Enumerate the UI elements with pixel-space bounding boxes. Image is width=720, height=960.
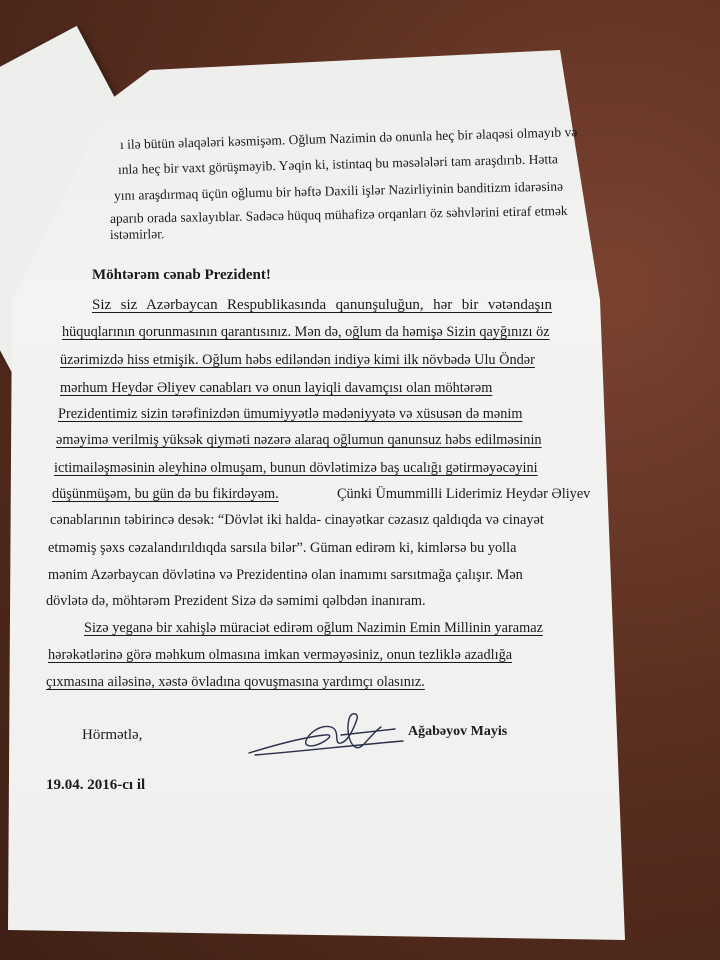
paragraph-line: üzərimizdə hiss etmişik. Oğlum həbs ediləndən indiyə kimi ilk növbədə Ulu Öndər [60,352,535,368]
paragraph-line: Prezidentimiz sizin tərəfinizdən ümumiyyətlə mədəniyyətə və xüsusən də mənim [58,406,523,422]
paragraph-line: Sizə yeganə bir xahişlə müraciət edirəm oğlum Nazimin Emin Millinin yaramaz [84,620,543,636]
paragraph-line: hüquqlarının qorunmasının qarantısınız. Mən də, oğlum da həmişə Sizin qayğınızı öz [62,324,550,340]
top-line: yını araşdırmaq üçün oğlumu bir həftə Daxili işlər Nazirliyinin banditizm idarəsinə [113,178,564,203]
letter-date: 19.04. 2016-cı il [46,777,146,793]
paragraph-line: mərhum Heydər Əliyev cənabları və onun layiqli davamçısı olan möhtərəm [60,380,493,396]
closing: Hörmətlə, [82,727,143,743]
top-line: ınla heç bir vaxt görüşməyib. Yəqin ki, istintaq bu məsələləri tam araşdırıb. Hətta [117,151,559,177]
paragraph-line: etməmiş şəxs cəzalandırıldıqda sarsıla bilər”. Güman edirəm ki, kimlərsə bu yolla [48,540,517,556]
paragraph-line: Çünki Ümummilli Liderimiz Heydər Əliyev [337,486,591,502]
author-name: Ağabəyov Mayis [408,724,508,739]
top-line: aparıb orada saxlayıblar. Sadəcə hüquq mühafizə orqanları öz səhvlərini etiraf etmək [109,203,568,226]
paragraph-line: əməyimə verilmiş yüksək qiyməti nəzərə alaraq oğlumun qanunsuz həbs edilməsinin [56,432,542,448]
paragraph-line: düşünmüşəm, bu gün də bu fikirdəyəm. [52,486,279,502]
paragraph-line: Siz siz Azərbaycan Respublikasında qanunşuluğun, hər bir vətəndaşın [92,297,552,313]
salutation: Möhtərəm cənab Prezident! [92,267,271,283]
paragraph-line: çıxmasına ailəsinə, xəstə övladına qovuşmasına yardımçı olasınız. [46,674,425,690]
paragraph-line: ictimailəşməsinin əleyhinə olmuşam, bunun dövlətimizə baş ucalığı gətirməyəcəyini [54,460,538,476]
paragraph-line: cənablarının təbirincə desək: “Dövlət iki halda- cinayətkar cəzasız qaldıqda və cinayət [50,512,544,528]
paragraph-line: mənim Azərbaycan dövlətinə və Prezidentinə olan inamımı sarsıtmağa çalışır. Mən [48,567,523,583]
paragraph-line: dövlətə də, möhtərəm Prezident Sizə də səmimi qəlbdən inanıram. [46,593,426,609]
paragraph-line: hərəkətlərinə görə məhkum olmasına imkan verməyəsiniz, onun tezliklə azadlığa [48,647,513,663]
top-line: istəmirlər. [109,226,165,242]
handwritten-signature [245,705,405,765]
top-line: ı ilə bütün əlaqələri kəsmişəm. Oğlum Nazimin də onunla heç bir əlaqəsi olmayıb və [119,124,578,152]
